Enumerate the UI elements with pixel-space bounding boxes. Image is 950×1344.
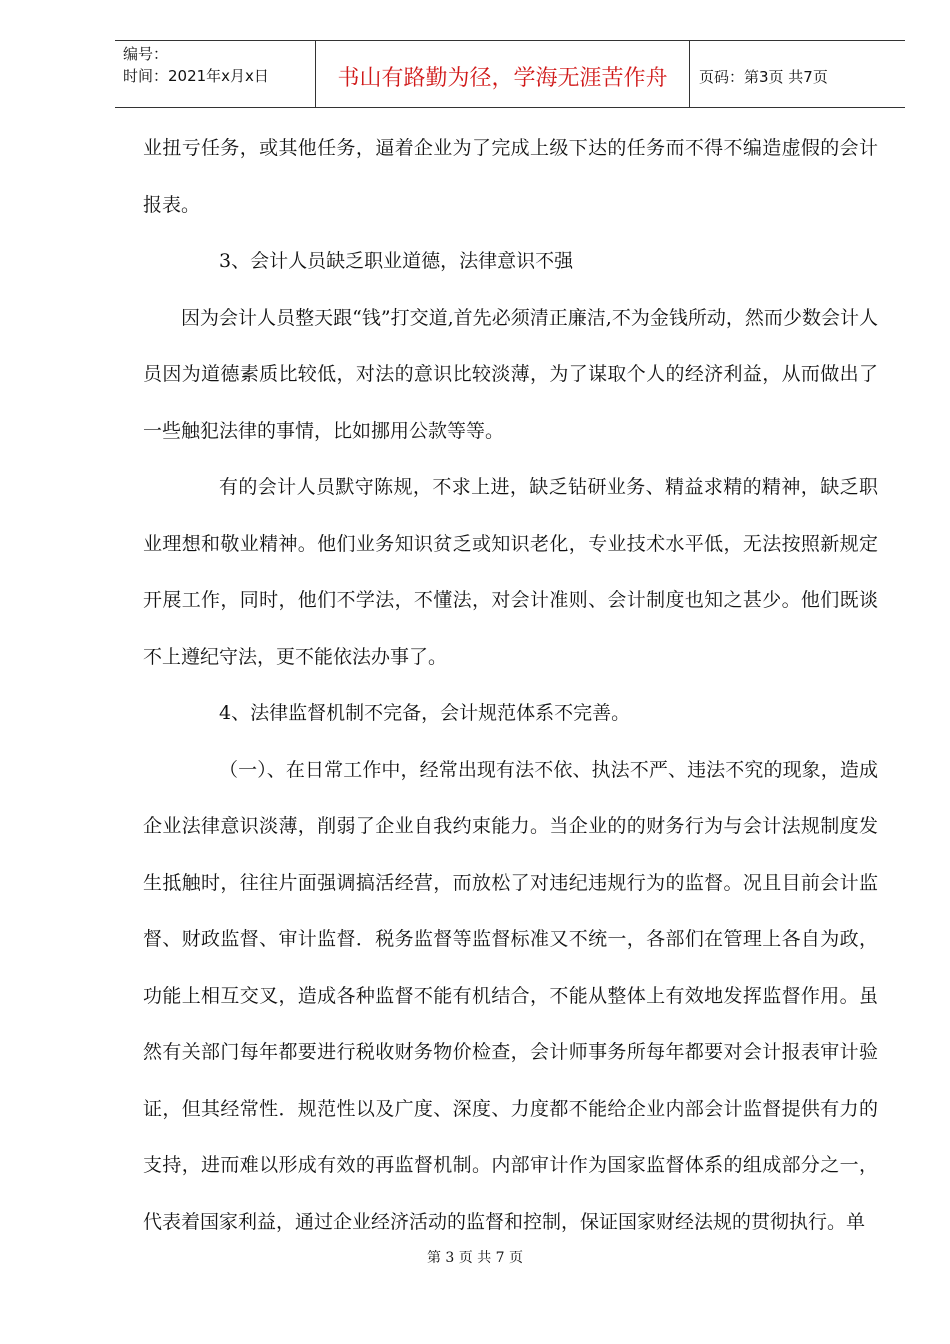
page-footer: 第 3 页 共 7 页: [426, 1250, 524, 1266]
document-body: [143, 120, 878, 1250]
document-time-label: 时间：2021年x月x日: [123, 67, 269, 85]
header-page-cell: [691, 41, 905, 107]
header-motto: 书山有路勤为径，学海无涯苦作舟: [337, 66, 668, 91]
paragraph: （一）、在日常工作中，经常出现有法不依、执法不严、违法不究的现象，造成企业法律意识淡薄，削弱了企业自我约束能力。当企业的的财务行为与会计法规制度发生抵触时，往往片面强调搞活经营，而放松了对违纪违规行为的监督。况且目前会计监督、财政监督、审计监督．税务监督等监督标准又不统一，各部们在管理上各自为政，功能上相互交叉，造成各种监督不能有机结合，不能从整体上有效地发挥监督作用。虽然有关部门每年都要进行税收财务物价检查，会计师事务所每年都要对会计报表审计验证，但其经常性．规范性以及广度、深度、力度都不能给企业内部会计监督提供有力的支持，进而难以形成有效的再监督机制。内部审计作为国家监督体系的组成部分之一，代表着国家利益，通过企业经济活动的监督和控制，保证国家财经法规的贯彻执行。单: [143, 758, 878, 1233]
header-motto-cell: [316, 41, 690, 107]
paragraph: 有的会计人员默守陈规，不求上进，缺乏钻研业务、精益求精的精神，缺乏职业理想和敬业精神。他们业务知识贫乏或知识老化，专业技术水平低，无法按照新规定开展工作，同时，他们不学法，不懂法，对会计准则、会计制度也知之甚少。他们既谈不上遵纪守法，更不能依法办事了。: [143, 476, 878, 668]
section-heading: 4、法律监督机制不完备，会计规范体系不完善。: [219, 702, 631, 724]
document-number-label: 编号：: [123, 45, 169, 63]
paragraph: 业扭亏任务，或其他任务，逼着企业为了完成上级下达的任务而不得不编造虚假的会计报表。: [143, 137, 878, 216]
section-heading: 3、会计人员缺乏职业道德，法律意识不强: [219, 250, 574, 272]
header-meta-cell: [115, 41, 316, 107]
paragraph: 因为会计人员整天跟“钱”打交道,首先必须清正廉洁,不为金钱所动，然而少数会计人员因为道德素质比较低，对法的意识比较淡薄，为了谋取个人的经济利益，从而做出了一些触犯法律的事情，比如挪用公款等等。: [143, 306, 878, 442]
document-header: [115, 40, 905, 108]
header-page-info: 页码：第3页 共7页: [699, 68, 828, 86]
